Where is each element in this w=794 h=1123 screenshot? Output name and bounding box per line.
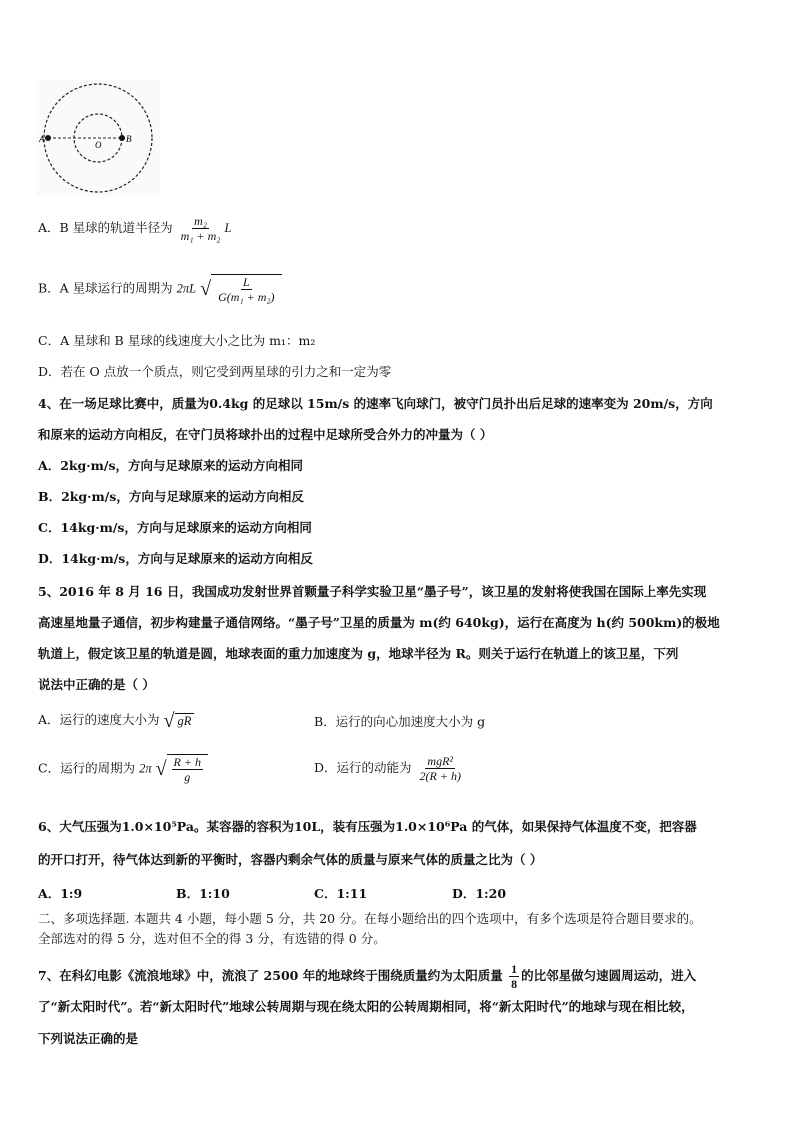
q5-option-d: D．运行的动能为 $\frac{\text{mgR²}}{2(R + h)}$ xyxy=(314,754,461,783)
q5-stem-line3: 轨道上，假定该卫星的轨道是圆，地球表面的重力加速度为 g，地球半径为 R。则关于运行在轨道上的该卫星，下列 xyxy=(38,646,679,661)
q6-option-d: D．1:20 xyxy=(452,886,507,901)
q4-option-a: A．2kg·m/s，方向与足球原来的运动方向相同 xyxy=(38,458,303,473)
q5-stem-line4: 说法中正确的是（ ） xyxy=(38,677,155,692)
q6-option-a: A．1:9 xyxy=(38,886,83,901)
q5-option-c: C．运行的周期为 2π √ $\frac{R + h}{g}$ xyxy=(38,754,208,784)
binary-star-figure xyxy=(36,80,160,196)
q5-option-b: B．运行的向心加速度大小为 g xyxy=(314,714,486,729)
q5-stem-line1: 5、2016 年 8 月 16 日，我国成功发射世界首颗量子科学实验卫星“墨子号”，该卫星的发射将使我国在国际上率先实现 xyxy=(38,584,707,599)
q6-stem-line2: 的开口打开，待气体达到新的平衡时，容器内剩余气体的质量与原来气体的质量之比为（ ） xyxy=(38,852,543,867)
q5-option-a: A．运行的速度大小为 √ gR xyxy=(38,710,194,731)
q3-option-d: D．若在 O 点放一个质点，则它受到两星球的引力之和一定为零 xyxy=(38,364,392,379)
label-b: B xyxy=(126,134,132,144)
label-a: A xyxy=(39,134,45,144)
q3-option-b: B．A 星球运行的周期为 2πL √ $\frac{L}{\text{G(m₁ + m₂)}}$ xyxy=(38,274,282,304)
q3-a-fraction: $\frac{\text{m₂}}{\text{m₁ + m₂}}$ xyxy=(180,214,221,243)
star-a-dot xyxy=(45,135,51,141)
q4-option-d: D．14kg·m/s，方向与足球原来的运动方向相反 xyxy=(38,551,313,566)
q7-stem-line3: 下列说法正确的是 xyxy=(38,1031,139,1046)
q4-option-c: C．14kg·m/s，方向与足球原来的运动方向相同 xyxy=(38,520,312,535)
q4-option-b: B．2kg·m/s，方向与足球原来的运动方向相反 xyxy=(38,489,304,504)
q3-b-sqrt: √ $\frac{L}{\text{G(m₁ + m₂)}}$ xyxy=(200,274,281,304)
q7-stem-line1: 7、在科幻电影《流浪地球》中，流浪了 2500 年的地球终于围绕质量约为太阳质量 $\frac{1}{8}$ 的比邻星做匀速圆周运动，进入 xyxy=(38,962,697,991)
q6-stem-line1: 6、大气压强为1.0×10⁵Pa。某容器的容积为10L，装有压强为1.0×10⁶Pa 的气体，如果保持气体温度不变，把容器 xyxy=(38,819,697,834)
q3-option-a: A．B 星球的轨道半径为 $\frac{\text{m₂}}{\text{m₁ + m₂}}$ L xyxy=(38,214,232,243)
label-o: O xyxy=(95,140,102,150)
q6-option-c: C．1:11 xyxy=(314,886,368,901)
q4-stem-line1: 4、在一场足球比赛中，质量为0.4kg 的足球以 15m/s 的速率飞向球门，被守门员扑出后足球的速率变为 20m/s，方向 xyxy=(38,396,713,411)
q7-stem-line2: 了“新太阳时代”。若“新太阳时代”地球公转周期与现在绕太阳的公转周期相同，将“新太阳时代”的地球与现在相比较， xyxy=(38,999,694,1014)
q4-stem-line2: 和原来的运动方向相反，在守门员将球扑出的过程中足球所受合外力的冲量为（ ） xyxy=(38,427,493,442)
section-2-heading-line2: 全部选对的得 5 分，选对但不全的得 3 分，有选错的得 0 分。 xyxy=(38,931,386,946)
star-b-dot xyxy=(119,135,125,141)
q6-option-b: B．1:10 xyxy=(176,886,230,901)
section-2-heading-line1: 二、多项选择题. 本题共 4 小题，每小题 5 分，共 20 分。在每小题给出的四个选项中，有多个选项是符合题目要求的。 xyxy=(38,911,702,926)
q3-option-c: C．A 星球和 B 星球的线速度大小之比为 m₁：m₂ xyxy=(38,333,316,348)
q5-stem-line2: 高速星地量子通信，初步构建量子通信网络。“墨子号”卫星的质量为 m(约 640kg)，运行在高度为 h(约 500km)的极地 xyxy=(38,615,720,630)
